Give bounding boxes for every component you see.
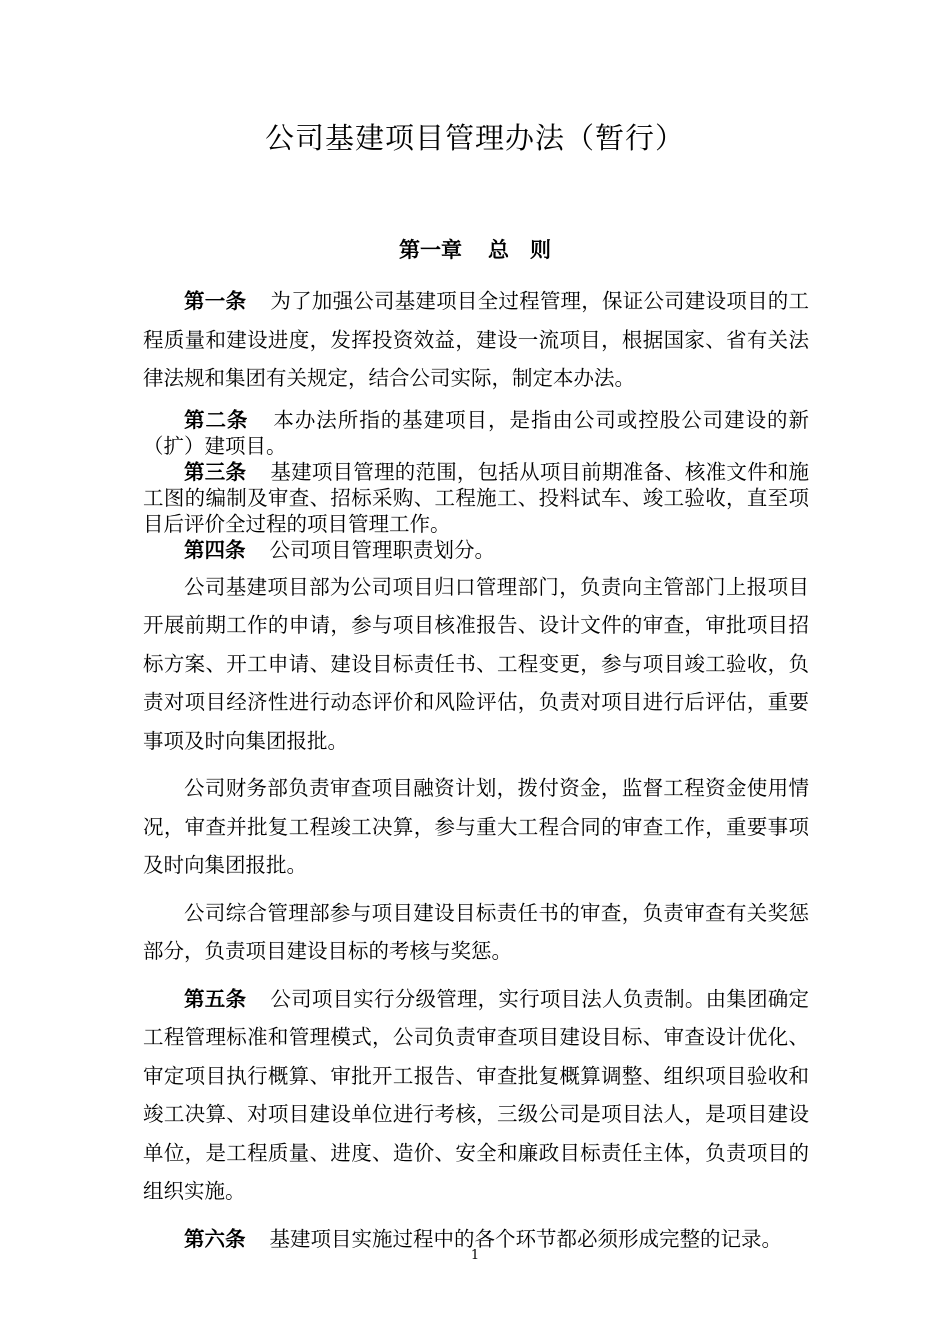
- article-4: [143, 537, 809, 563]
- article-text: 公司项目管理职责划分。: [269, 537, 495, 562]
- article-text: 基建项目实施过程中的各个环节都必须形成完整的记录。: [269, 1226, 782, 1251]
- article-4-paragraph: 公司财务部负责审查项目融资计划，拨付资金，监督工程资金使用情况，审查并批复工程竣工决算，参与重大工程合同的审查工作，重要事项及时向集团报批。: [143, 776, 809, 877]
- article-4-paragraph: 公司基建项目部为公司项目归口管理部门，负责向主管部门上报项目开展前期工作的申请，参与项目核准报告、设计文件的审查，审批项目招标方案、开工申请、建设目标责任书、工程变更，参与项目竣工验收，负责对项目经济性进行动态评价和风险评估，负责对项目进行后评估，重要事项及时向集团报批。: [143, 574, 809, 753]
- article-5: [143, 980, 809, 1211]
- article-label: 第六条: [184, 1226, 246, 1251]
- article-2: [143, 407, 809, 459]
- page-number: 1: [470, 1248, 480, 1263]
- article-text: 公司项目实行分级管理，实行项目法人负责制。由集团确定工程管理标准和管理模式，公司负责审查项目建设目标、审查设计优化、审定项目执行概算、审批开工报告、审查批复概算调整、组织项目验收和竣工决算、对项目建设单位进行考核，三级公司是项目法人，是项目建设单位，是工程质量、进度、造价、安全和廉政目标责任主体，负责项目的组织实施。: [143, 986, 810, 1203]
- document-title: 公司基建项目管理办法（暂行）: [264, 121, 685, 155]
- chapter-name: 总 则: [488, 238, 551, 262]
- article-text: 基建项目管理的范围，包括从项目前期准备、核准文件和施工图的编制及审查、招标采购、工程施工、投料试车、竣工验收，直至项目后评价全过程的项目管理工作。: [143, 459, 810, 536]
- article-label: 第二条: [184, 407, 249, 432]
- document-body: [143, 282, 809, 1258]
- chapter-label: 第一章: [399, 238, 462, 262]
- article-text: 本办法所指的基建项目，是指由公司或控股公司建设的新（扩）建项目。: [143, 407, 810, 458]
- article-3: [143, 459, 809, 537]
- article-label: 第三条: [184, 459, 247, 484]
- article-label: 第一条: [184, 289, 247, 313]
- article-text: 为了加强公司基建项目全过程管理，保证公司建设项目的工程质量和建设进度，发挥投资效益，建设一流项目，根据国家、省有关法律法规和集团有关规定，结合公司实际，制定本办法。: [143, 289, 810, 390]
- article-label: 第四条: [184, 537, 246, 562]
- article-4-paragraph: 公司综合管理部参与项目建设目标责任书的审查，负责审查有关奖惩部分，负责项目建设目标的考核与奖惩。: [143, 900, 809, 963]
- article-label: 第五条: [184, 986, 247, 1011]
- chapter-heading: [0, 234, 950, 266]
- article-1: [143, 282, 809, 398]
